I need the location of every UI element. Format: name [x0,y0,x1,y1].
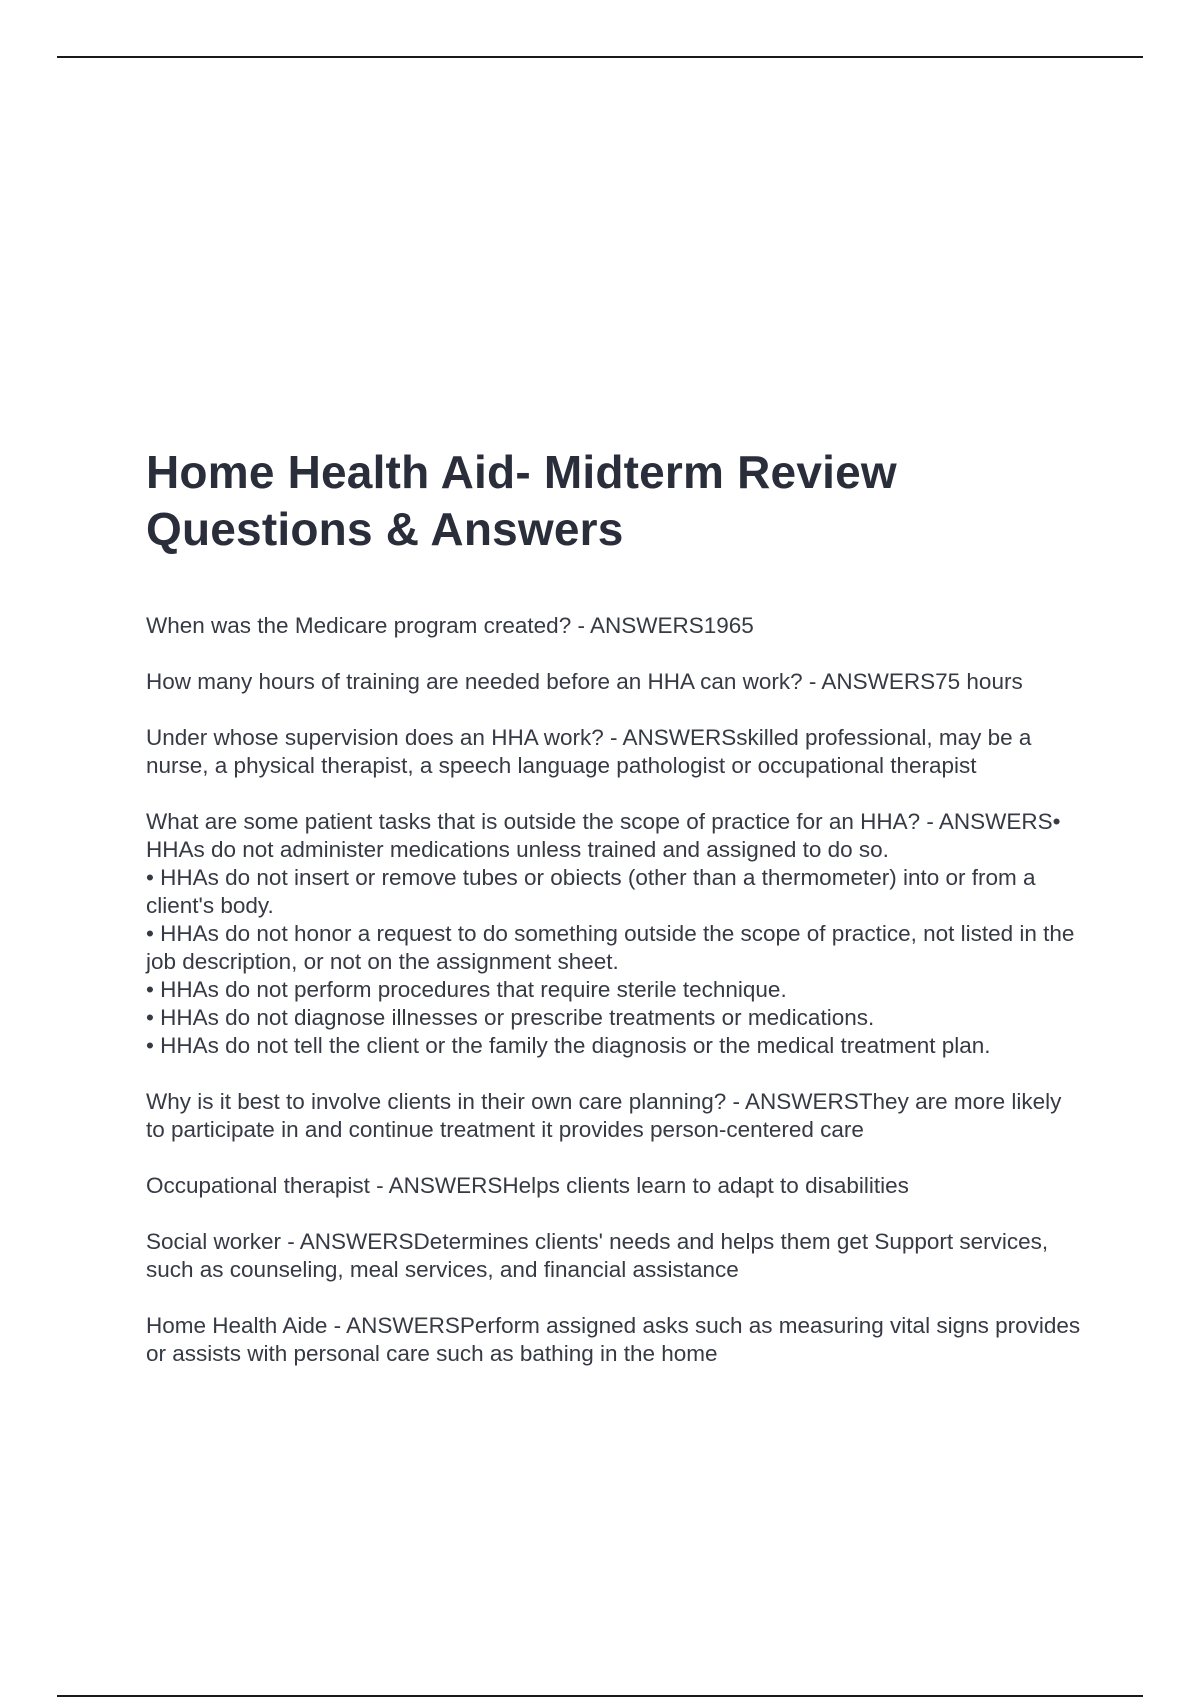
qa-item: When was the Medicare program created? - ANSWERS1965 [146,613,754,638]
document-title: Home Health Aid- Midterm Review Questions & Answers [146,446,897,555]
top-divider [57,56,1143,58]
document-body [146,444,1086,1396]
qa-item: What are some patient tasks that is outside the scope of practice for an HHA? - ANSWERS• HHAs do not administer medications unless trained and assigned to do so. • HHAs do not insert or remove tubes or obiects (other than a thermometer) into or from a client's body. • HHAs do not honor a request to do something outside the scope of practice, not listed in the job description, or not on the assignment sheet. • HHAs do not perform procedures that require sterile technique. • HHAs do not diagnose illnesses or prescribe treatments or medications. • HHAs do not tell the client or the family the diagnosis or the medical treatment plan. [146,809,1075,1058]
qa-item: How many hours of training are needed before an HHA can work? - ANSWERS75 hours [146,669,1023,694]
bottom-divider [57,1695,1143,1697]
qa-item: Why is it best to involve clients in their own care planning? - ANSWERSThey are more likely to participate in and continue treatment it provides person-centered care [146,1089,1062,1142]
qa-item: Under whose supervision does an HHA work? - ANSWERSskilled professional, may be a nurse, a physical therapist, a speech language pathologist or occupational therapist [146,725,1032,778]
qa-list [146,612,1086,1368]
qa-item: Social worker - ANSWERSDetermines clients' needs and helps them get Support services, such as counseling, meal services, and financial assistance [146,1229,1049,1282]
qa-item: Occupational therapist - ANSWERSHelps clients learn to adapt to disabilities [146,1173,909,1198]
qa-item: Home Health Aide - ANSWERSPerform assigned asks such as measuring vital signs provides or assists with personal care such as bathing in the home [146,1313,1081,1366]
